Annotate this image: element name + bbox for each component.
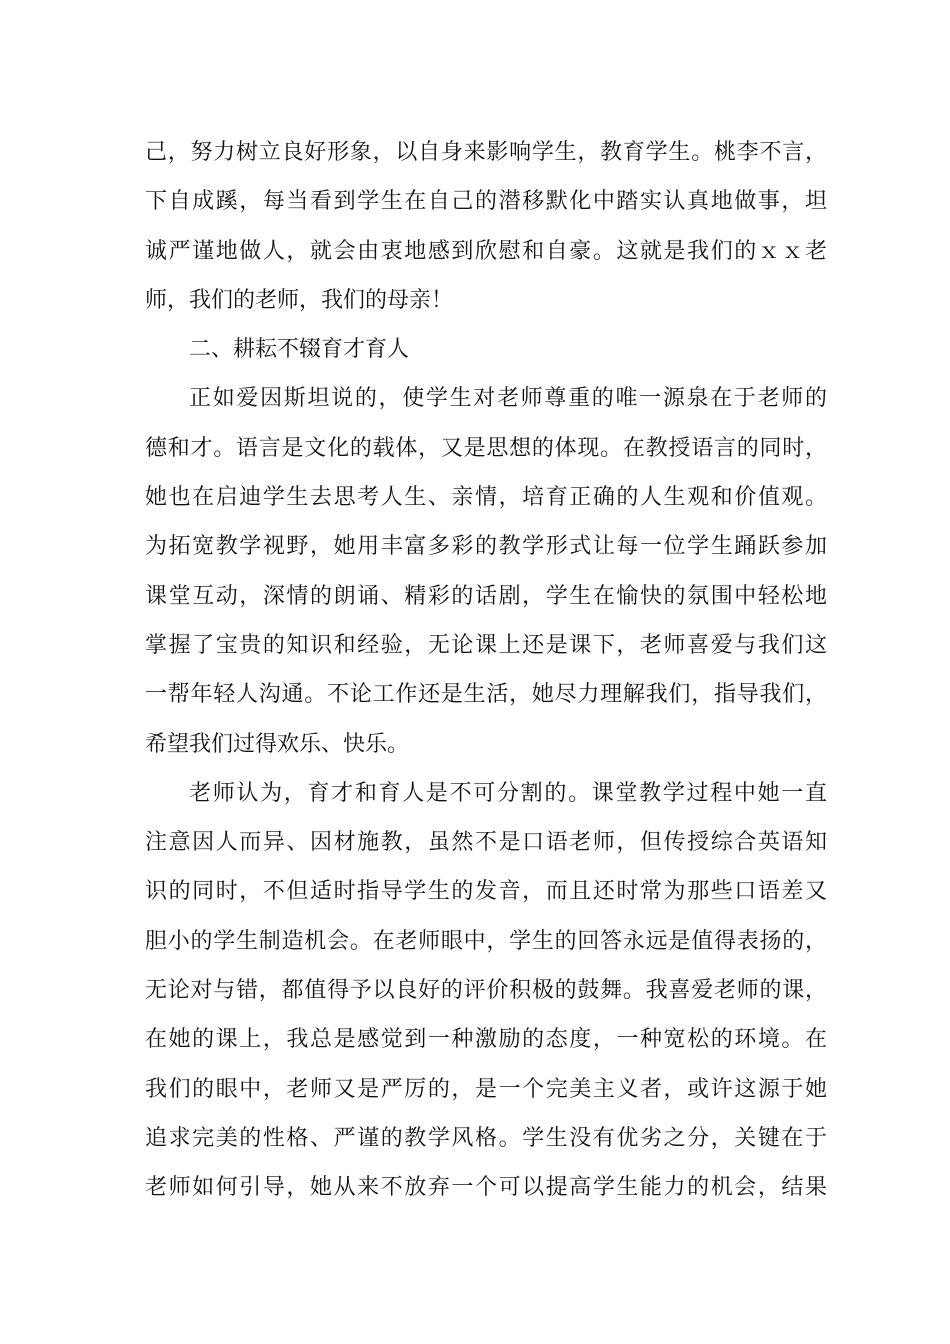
text-line: 德和才。语言是文化的载体，又是思想的体现。在教授语言的同时，	[145, 435, 827, 461]
text-line: 为拓宽教学视野，她用丰富多彩的教学形式让每一位学生踊跃参加	[145, 534, 827, 560]
text-line: 己，努力树立良好形象，以自身来影响学生，教育学生。桃李不言，	[145, 140, 827, 165]
text-line: 一帮年轻人沟通。不论工作还是生活，她尽力理解我们，指导我们，	[145, 682, 827, 708]
text-line: 我们的眼中，老师又是严厉的，是一个完美主义者，或许这源于她	[145, 1076, 827, 1102]
text-line: 掌握了宝贵的知识和经验，无论课上还是课下，老师喜爱与我们这	[145, 632, 827, 658]
text-line: 胆小的学生制造机会。在老师眼中，学生的回答永远是值得表扬的，	[145, 928, 827, 954]
text-line: 希望我们过得欢乐、快乐。	[145, 731, 410, 757]
text-line: 课堂互动，深情的朗诵、精彩的话剧，学生在愉快的氛围中轻松地	[145, 583, 827, 609]
document-body	[145, 128, 827, 1213]
text-line: 正如爱因斯坦说的，使学生对老师尊重的唯一源泉在于老师的	[189, 386, 827, 412]
text-line: 老师如何引导，她从来不放弃一个可以提高学生能力的机会，结果	[145, 1175, 827, 1201]
text-line: 她也在启迪学生去思考人生、亲情，培育正确的人生观和价值观。	[145, 485, 827, 511]
text-line: 师，我们的老师，我们的母亲！	[145, 287, 454, 313]
text-line: 下自成蹊，每当看到学生在自己的潜移默化中踏实认真地做事，坦	[145, 189, 827, 215]
text-line: 追求完美的性格、严谨的教学风格。学生没有优劣之分，关键在于	[145, 1125, 827, 1151]
text-line: 注意因人而异、因材施教，虽然不是口语老师，但传授综合英语知	[145, 830, 827, 856]
text-line: 诚严谨地做人，就会由衷地感到欣慰和自豪。这就是我们的ｘｘ老	[145, 238, 827, 264]
section-heading: 二、耕耘不辍育才育人	[189, 337, 410, 363]
text-line: 在她的课上，我总是感觉到一种激励的态度，一种宽松的环境。在	[145, 1027, 827, 1053]
text-line: 老师认为，育才和育人是不可分割的。课堂教学过程中她一直	[189, 780, 827, 806]
text-line: 识的同时，不但适时指导学生的发音，而且还时常为那些口语差又	[145, 879, 827, 905]
text-line: 无论对与错，都值得予以良好的评价积极的鼓舞。我喜爱老师的课，	[145, 978, 827, 1004]
